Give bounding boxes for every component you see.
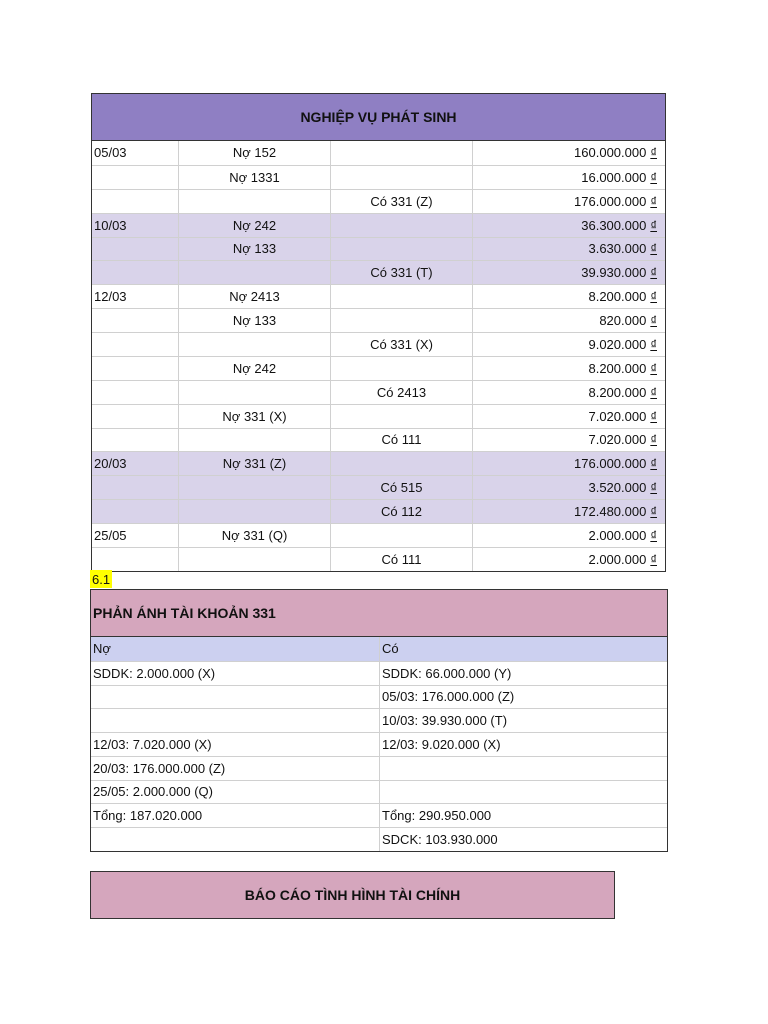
journal-amount bbox=[472, 309, 665, 332]
journal-debit: Nợ 331 (Z) bbox=[178, 452, 330, 475]
amount-value: 7.020.000 bbox=[588, 432, 647, 448]
amount-value: 9.020.000 bbox=[588, 336, 647, 352]
journal-row bbox=[92, 356, 665, 380]
journal-date bbox=[92, 261, 178, 284]
journal-amount bbox=[472, 166, 665, 189]
journal-date: 05/03 bbox=[94, 145, 127, 161]
account-co-cell bbox=[380, 757, 667, 780]
account-co-cell: Tổng: 290.950.000 bbox=[382, 808, 492, 824]
journal-amount bbox=[472, 381, 665, 404]
amount-value: 3.630.000 bbox=[588, 241, 647, 257]
currency-symbol: ₫ bbox=[650, 527, 657, 543]
journal-debit bbox=[178, 381, 330, 404]
section-label: 6.1 bbox=[92, 571, 111, 587]
journal-row bbox=[92, 523, 665, 547]
journal-date bbox=[92, 238, 178, 261]
journal-amount bbox=[472, 357, 665, 380]
report-title: BÁO CÁO TÌNH HÌNH TÀI CHÍNH bbox=[90, 871, 615, 919]
journal-credit: Có 112 bbox=[330, 500, 472, 523]
journal-date bbox=[92, 381, 178, 404]
currency-symbol: ₫ bbox=[650, 241, 657, 257]
journal-row bbox=[92, 451, 665, 475]
account-no-cell: 20/03: 176.000.000 (Z) bbox=[91, 757, 380, 780]
journal-credit bbox=[330, 166, 472, 189]
amount-value: 7.020.000 bbox=[588, 408, 647, 424]
amount-value: 16.000.000 bbox=[581, 169, 647, 185]
journal-debit bbox=[178, 190, 330, 213]
journal-debit: Nợ 242 bbox=[178, 357, 330, 380]
journal-row bbox=[92, 141, 665, 165]
journal-date: 25/05 bbox=[94, 527, 127, 543]
amount-value: 176.000.000 bbox=[574, 193, 647, 209]
column-header-co: Có bbox=[382, 641, 399, 657]
account-co-cell bbox=[380, 781, 667, 804]
currency-symbol: ₫ bbox=[650, 456, 657, 472]
journal-debit: Nợ 152 bbox=[178, 141, 330, 165]
account-no-cell bbox=[91, 709, 380, 732]
account-co-cell: 10/03: 39.930.000 (T) bbox=[382, 713, 508, 729]
journal-date bbox=[92, 357, 178, 380]
journal-debit bbox=[178, 500, 330, 523]
journal-credit bbox=[330, 357, 472, 380]
column-header-no: Nợ bbox=[91, 637, 380, 661]
currency-symbol: ₫ bbox=[650, 265, 657, 281]
journal-credit: Có 331 (Z) bbox=[330, 190, 472, 213]
currency-symbol: ₫ bbox=[650, 384, 657, 400]
account-row bbox=[91, 708, 667, 732]
journal-debit bbox=[178, 261, 330, 284]
journal-row bbox=[92, 499, 665, 523]
journal-date bbox=[92, 500, 178, 523]
journal-debit: Nợ 2413 bbox=[178, 285, 330, 308]
amount-value: 176.000.000 bbox=[574, 456, 647, 472]
journal-date: 10/03 bbox=[94, 217, 127, 233]
journal-row bbox=[92, 189, 665, 213]
journal-amount bbox=[472, 141, 665, 165]
journal-debit bbox=[178, 476, 330, 499]
journal-row bbox=[92, 165, 665, 189]
journal-table bbox=[91, 141, 666, 572]
journal-amount bbox=[472, 261, 665, 284]
journal-row bbox=[92, 213, 665, 237]
currency-symbol: ₫ bbox=[650, 504, 657, 520]
currency-symbol: ₫ bbox=[650, 360, 657, 376]
amount-value: 820.000 bbox=[599, 313, 647, 329]
account-title: PHẢN ÁNH TÀI KHOẢN 331 bbox=[90, 589, 668, 637]
journal-amount bbox=[472, 500, 665, 523]
journal-amount bbox=[472, 190, 665, 213]
journal-amount bbox=[472, 238, 665, 261]
currency-symbol: ₫ bbox=[650, 408, 657, 424]
journal-amount bbox=[472, 214, 665, 237]
account-no-cell: Tổng: 187.020.000 bbox=[91, 804, 380, 827]
journal-amount bbox=[472, 524, 665, 547]
journal-debit bbox=[178, 429, 330, 452]
journal-credit: Có 111 bbox=[330, 429, 472, 452]
journal-credit bbox=[330, 285, 472, 308]
journal-credit: Có 331 (X) bbox=[330, 333, 472, 356]
journal-date: 12/03 bbox=[94, 289, 127, 305]
account-row bbox=[91, 732, 667, 756]
journal-date bbox=[92, 190, 178, 213]
journal-credit bbox=[330, 452, 472, 475]
account-no-cell: 12/03: 7.020.000 (X) bbox=[91, 733, 380, 756]
account-co-cell: 12/03: 9.020.000 (X) bbox=[382, 736, 501, 752]
journal-amount bbox=[472, 476, 665, 499]
amount-value: 160.000.000 bbox=[574, 145, 647, 161]
journal-credit: Có 515 bbox=[330, 476, 472, 499]
currency-symbol: ₫ bbox=[650, 217, 657, 233]
journal-credit: Có 2413 bbox=[330, 381, 472, 404]
journal-row bbox=[92, 237, 665, 261]
journal-row bbox=[92, 428, 665, 452]
journal-credit bbox=[330, 405, 472, 428]
amount-value: 39.930.000 bbox=[581, 265, 647, 281]
journal-date bbox=[92, 166, 178, 189]
currency-symbol: ₫ bbox=[650, 551, 657, 567]
amount-value: 172.480.000 bbox=[574, 504, 647, 520]
journal-credit: Có 331 (T) bbox=[330, 261, 472, 284]
journal-credit: Có 111 bbox=[330, 548, 472, 571]
amount-value: 8.200.000 bbox=[588, 384, 647, 400]
journal-row bbox=[92, 308, 665, 332]
account-row bbox=[91, 827, 667, 851]
currency-symbol: ₫ bbox=[650, 289, 657, 305]
currency-symbol: ₫ bbox=[650, 193, 657, 209]
journal-credit bbox=[330, 309, 472, 332]
journal-debit: Nợ 331 (X) bbox=[178, 405, 330, 428]
currency-symbol: ₫ bbox=[650, 313, 657, 329]
account-row bbox=[91, 685, 667, 709]
journal-amount bbox=[472, 548, 665, 571]
journal-date bbox=[92, 476, 178, 499]
journal-date bbox=[92, 309, 178, 332]
journal-title: NGHIỆP VỤ PHÁT SINH bbox=[91, 93, 666, 141]
account-co-cell: 05/03: 176.000.000 (Z) bbox=[382, 689, 515, 705]
journal-date bbox=[92, 333, 178, 356]
account-row bbox=[91, 803, 667, 827]
journal-date: 20/03 bbox=[94, 456, 127, 472]
account-co-cell: SDCK: 103.930.000 bbox=[382, 831, 498, 847]
amount-value: 36.300.000 bbox=[581, 217, 647, 233]
journal-row bbox=[92, 547, 665, 571]
amount-value: 2.000.000 bbox=[588, 551, 647, 567]
journal-amount bbox=[472, 405, 665, 428]
journal-row bbox=[92, 284, 665, 308]
amount-value: 2.000.000 bbox=[588, 527, 647, 543]
journal-debit: Nợ 133 bbox=[178, 238, 330, 261]
journal-credit bbox=[330, 141, 472, 165]
account-table bbox=[90, 637, 668, 852]
account-co-cell: SDDK: 66.000.000 (Y) bbox=[382, 665, 512, 681]
currency-symbol: ₫ bbox=[650, 336, 657, 352]
journal-debit: Nợ 1331 bbox=[178, 166, 330, 189]
account-header-row bbox=[91, 637, 667, 661]
amount-value: 8.200.000 bbox=[588, 289, 647, 305]
journal-row bbox=[92, 380, 665, 404]
account-no-cell: 25/05: 2.000.000 (Q) bbox=[91, 781, 380, 804]
journal-debit: Nợ 133 bbox=[178, 309, 330, 332]
account-no-cell: SDDK: 2.000.000 (X) bbox=[91, 662, 380, 685]
currency-symbol: ₫ bbox=[650, 145, 657, 161]
journal-row bbox=[92, 475, 665, 499]
journal-date bbox=[92, 548, 178, 571]
journal-credit bbox=[330, 214, 472, 237]
journal-amount bbox=[472, 333, 665, 356]
journal-debit: Nợ 242 bbox=[178, 214, 330, 237]
account-row bbox=[91, 756, 667, 780]
amount-value: 8.200.000 bbox=[588, 360, 647, 376]
journal-amount bbox=[472, 452, 665, 475]
account-row bbox=[91, 780, 667, 804]
journal-date bbox=[92, 405, 178, 428]
journal-credit bbox=[330, 524, 472, 547]
journal-amount bbox=[472, 285, 665, 308]
journal-debit: Nợ 331 (Q) bbox=[178, 524, 330, 547]
journal-debit bbox=[178, 333, 330, 356]
journal-row bbox=[92, 404, 665, 428]
account-row bbox=[91, 661, 667, 685]
account-no-cell bbox=[91, 828, 380, 851]
account-no-cell bbox=[91, 686, 380, 709]
currency-symbol: ₫ bbox=[650, 432, 657, 448]
journal-row bbox=[92, 332, 665, 356]
amount-value: 3.520.000 bbox=[588, 480, 647, 496]
journal-amount bbox=[472, 429, 665, 452]
journal-credit bbox=[330, 238, 472, 261]
journal-row bbox=[92, 260, 665, 284]
currency-symbol: ₫ bbox=[650, 480, 657, 496]
currency-symbol: ₫ bbox=[650, 169, 657, 185]
journal-date bbox=[92, 429, 178, 452]
journal-debit bbox=[178, 548, 330, 571]
